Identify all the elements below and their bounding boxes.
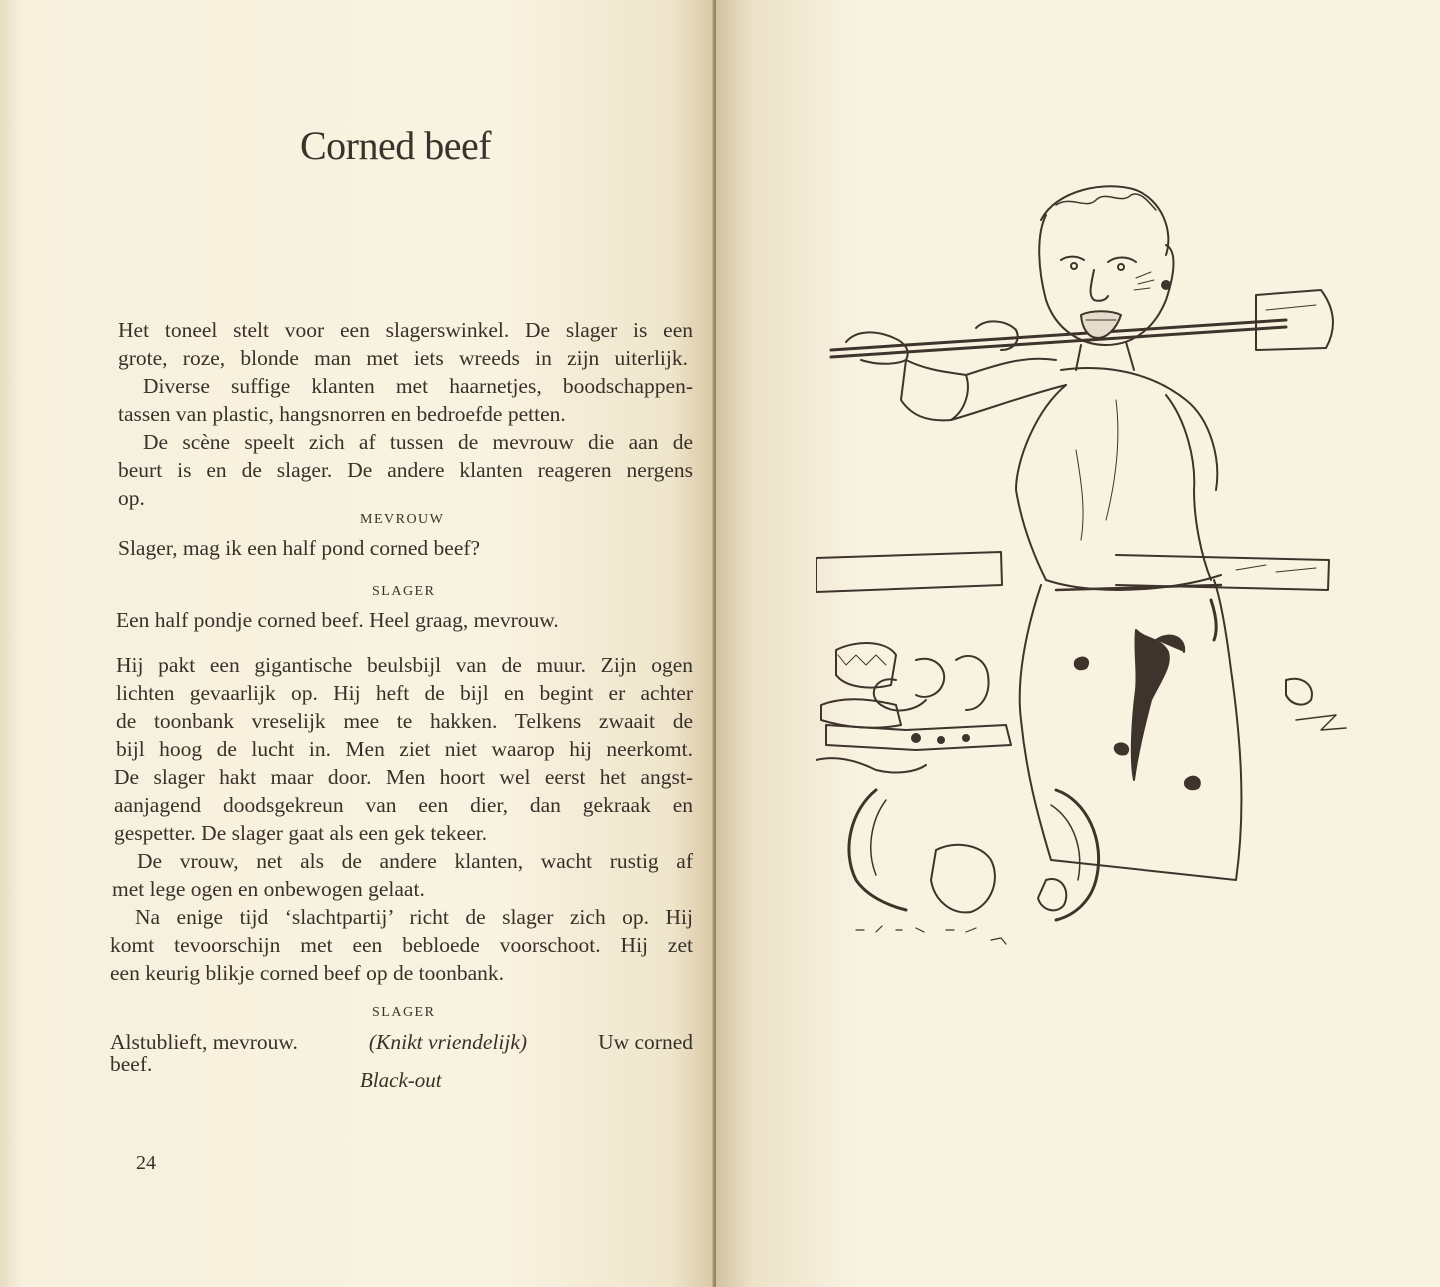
stage-direction: (Knikt vriendelijk) <box>368 1030 528 1054</box>
speaker-slager-1: SLAGER <box>372 584 436 599</box>
paragraph-1-line-1: Het toneel stelt voor een slagerswinkel. De slager is een <box>118 318 693 342</box>
paragraph-4-line-1: Hij pakt een gigantische beulsbijl van de muur. Zijn ogen <box>116 653 693 677</box>
butcher-with-cleaver-illustration <box>816 160 1356 980</box>
dialogue-slager-1: Een half pondje corned beef. Heel graag, mevrouw. <box>116 608 559 632</box>
paragraph-4-line-4: bijl hoog de lucht in. Men ziet niet waarop hij neerkomt. <box>116 737 693 761</box>
paragraph-6-line-1: Na enige tijd ‘slachtpartij’ richt de slager zich op. Hij <box>135 905 693 929</box>
dialogue-slager-2-line-1 <box>110 1028 693 1056</box>
paragraph-4-line-2: lichten gevaarlijk op. Hij heft de bijl en begint er achter <box>116 681 693 705</box>
right-page <box>716 0 1440 1287</box>
paragraph-4-line-5: De slager hakt maar door. Men hoort wel eerst het angst- <box>114 765 693 789</box>
paragraph-4-line-7: gespetter. De slager gaat als een gek tekeer. <box>114 821 488 845</box>
left-page <box>0 0 714 1287</box>
paragraph-4-line-3: de toonbank vreselijk mee te hakken. Telkens zwaait de <box>116 709 693 733</box>
black-out-direction: Black-out <box>360 1068 442 1092</box>
paragraph-1-line-2: grote, roze, blonde man met iets wreeds in zijn uiterlijk. <box>118 346 688 370</box>
speaker-slager-2: SLAGER <box>372 1005 436 1020</box>
page-number: 24 <box>136 1152 156 1174</box>
paragraph-3-line-1: De scène speelt zich af tussen de mevrouw die aan de <box>143 430 693 454</box>
dialogue-slager-2-text: Alstublieft, mevrouw. <box>110 1030 298 1054</box>
chapter-title: Corned beef <box>300 123 492 168</box>
paragraph-2-line-2: tassen van plastic, hangsnorren en bedroefde petten. <box>118 402 566 426</box>
paragraph-6-line-3: een keurig blikje corned beef op de toonbank. <box>110 961 505 985</box>
paragraph-5-line-2: met lege ogen en onbewogen gelaat. <box>112 877 425 901</box>
paragraph-3-line-3: op. <box>118 486 145 510</box>
paragraph-2-line-1: Diverse suffige klanten met haarnetjes, boodschappen- <box>143 374 693 398</box>
paragraph-6-line-2: komt tevoorschijn met een bebloede voorschoot. Hij zet <box>110 933 693 957</box>
paragraph-4-line-6: aanjagend doodsgekreun van een dier, dan gekraak en <box>114 793 693 817</box>
dialogue-slager-2-text-after: Uw corned <box>598 1030 693 1054</box>
dialogue-slager-2-line-2: beef. <box>110 1052 153 1076</box>
paragraph-3-line-2: beurt is en de slager. De andere klanten reageren nergens <box>118 458 693 482</box>
dialogue-mevrouw: Slager, mag ik een half pond corned beef? <box>118 536 481 560</box>
paragraph-5-line-1: De vrouw, net als de andere klanten, wacht rustig af <box>137 849 693 873</box>
speaker-mevrouw: MEVROUW <box>360 512 445 527</box>
